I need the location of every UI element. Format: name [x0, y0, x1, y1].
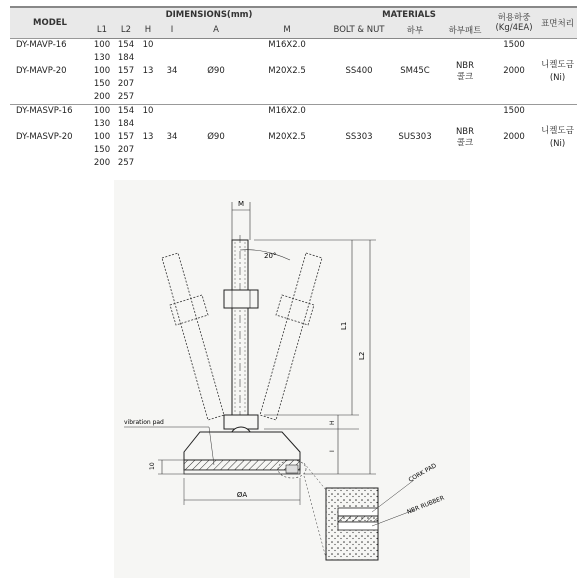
i-cell: 34 — [158, 105, 186, 171]
load-cell — [490, 52, 538, 65]
header-m: M — [246, 22, 328, 39]
m-cell — [246, 144, 328, 157]
h-cell — [138, 157, 158, 170]
l2-cell: 157 — [117, 132, 135, 142]
l2-cell: 154 — [114, 105, 138, 119]
bolt-nut-cell: SS303 — [328, 105, 390, 171]
model-cell — [10, 78, 90, 91]
spec-table — [10, 6, 577, 170]
hex-nut — [224, 290, 258, 308]
model-cell — [10, 52, 90, 65]
header-i: I — [158, 22, 186, 39]
header-materials: MATERIALS — [328, 7, 490, 22]
vibration-pad — [184, 460, 300, 470]
technical-drawing — [114, 180, 470, 578]
label-vibration-pad: vibration pad — [124, 419, 164, 426]
table-row — [10, 157, 577, 170]
m-cell — [246, 78, 328, 91]
label-a: ØA — [236, 491, 248, 499]
table-row — [10, 39, 577, 53]
l2-cell: 157 — [117, 66, 135, 76]
table-row — [10, 91, 577, 105]
l1-cell: 130 — [93, 119, 111, 129]
m-cell — [246, 157, 328, 170]
label-l1: L1 — [340, 321, 348, 330]
model-cell: DY-MASVP-20 — [16, 132, 73, 142]
load-cell: 1500 — [490, 105, 538, 119]
l2-cell: 257 — [117, 158, 135, 168]
h-cell — [138, 144, 158, 157]
l1-cell: 130 — [93, 53, 111, 63]
i-cell: 34 — [158, 39, 186, 105]
l1-cell: 100 — [93, 132, 111, 142]
l1-cell: 100 — [93, 66, 111, 76]
load-cell: 2000 — [503, 132, 525, 142]
pad-cell: NBR 콜크 — [440, 105, 490, 171]
lower-cell: SUS303 — [390, 105, 440, 171]
header-model: MODEL — [10, 7, 90, 39]
label-m: M — [237, 200, 245, 208]
table-row — [10, 78, 577, 91]
load-cell: 2000 — [503, 66, 525, 76]
label-cork-pad: CORK PAD — [407, 462, 438, 484]
l1-cell: 200 — [93, 92, 111, 102]
model-cell — [10, 157, 90, 170]
l1-cell: 150 — [93, 145, 111, 155]
tilt-left-ghost — [162, 253, 224, 420]
h-cell — [138, 118, 158, 131]
l1-cell: 200 — [93, 158, 111, 168]
header-h: H — [138, 22, 158, 39]
l2-cell: 184 — [117, 119, 135, 129]
l2-cell: 184 — [117, 53, 135, 63]
l2-cell: 207 — [117, 79, 135, 89]
load-cell — [490, 144, 538, 157]
load-cell — [490, 157, 538, 170]
h-cell — [138, 91, 158, 105]
m-cell — [246, 91, 328, 105]
table-row — [10, 144, 577, 157]
header-lower-pad: 하부패트 — [440, 22, 490, 39]
bolt-nut-cell: SS400 — [328, 39, 390, 105]
h-cell: 13 — [142, 66, 154, 76]
l1-cell: 100 — [90, 39, 114, 53]
header-lower: 하부 — [390, 22, 440, 39]
lower-cell: SM45C — [390, 39, 440, 105]
model-cell — [10, 144, 90, 157]
l2-cell: 257 — [117, 92, 135, 102]
model-cell — [10, 118, 90, 131]
surface-cell: 니켈도금(Ni) — [538, 105, 577, 171]
l1-cell: 150 — [93, 79, 111, 89]
header-a: A — [186, 22, 246, 39]
label-angle: 20° — [264, 252, 277, 260]
a-cell: Ø90 — [186, 39, 246, 105]
m-cell — [246, 118, 328, 131]
h-cell — [138, 78, 158, 91]
table-row — [10, 52, 577, 65]
table-row — [10, 118, 577, 131]
m-cell: M20X2.5 — [268, 66, 306, 76]
model-cell: DY-MAVP-20 — [16, 66, 67, 76]
header-l2: L2 — [114, 22, 138, 39]
label-l2: L2 — [358, 351, 366, 360]
pad-cell: NBR 콜크 — [440, 39, 490, 105]
surface-cell: 니켈도금(Ni) — [538, 39, 577, 105]
header-load: 허용하중 (Kg/4EA) — [490, 7, 538, 39]
m-cell: M20X2.5 — [268, 132, 306, 142]
m-cell — [246, 52, 328, 65]
label-i: I — [329, 450, 336, 452]
base-plate — [184, 432, 300, 460]
l2-cell: 154 — [114, 39, 138, 53]
spec-table-panel — [10, 6, 577, 168]
h-cell: 10 — [138, 39, 158, 53]
header-dimensions: DIMENSIONS(mm) — [90, 7, 328, 22]
header-bolt-nut: BOLT & NUT — [328, 22, 390, 39]
load-cell — [490, 91, 538, 105]
l2-cell: 207 — [117, 145, 135, 155]
load-cell: 1500 — [490, 39, 538, 53]
tilt-right-ghost — [260, 253, 322, 420]
m-cell: M16X2.0 — [246, 105, 328, 119]
model-cell — [10, 91, 90, 105]
load-cell — [490, 118, 538, 131]
h-cell — [138, 52, 158, 65]
table-row — [10, 131, 577, 144]
model-cell: DY-MASVP-16 — [10, 105, 90, 119]
h-cell: 10 — [138, 105, 158, 119]
label-10: 10 — [149, 462, 156, 470]
label-nbr-rubber: NBR RUBBER — [406, 494, 446, 516]
leveling-foot-drawing — [114, 180, 470, 578]
detail-view — [326, 488, 378, 560]
model-cell: DY-MAVP-16 — [10, 39, 90, 53]
h-cell: 13 — [142, 132, 154, 142]
table-row — [10, 105, 577, 119]
m-cell: M16X2.0 — [246, 39, 328, 53]
label-h: H — [329, 420, 336, 425]
a-cell: Ø90 — [186, 105, 246, 171]
header-l1: L1 — [90, 22, 114, 39]
table-row — [10, 65, 577, 78]
l1-cell: 100 — [90, 105, 114, 119]
load-cell — [490, 78, 538, 91]
header-surface: 표면처리 — [538, 7, 577, 39]
